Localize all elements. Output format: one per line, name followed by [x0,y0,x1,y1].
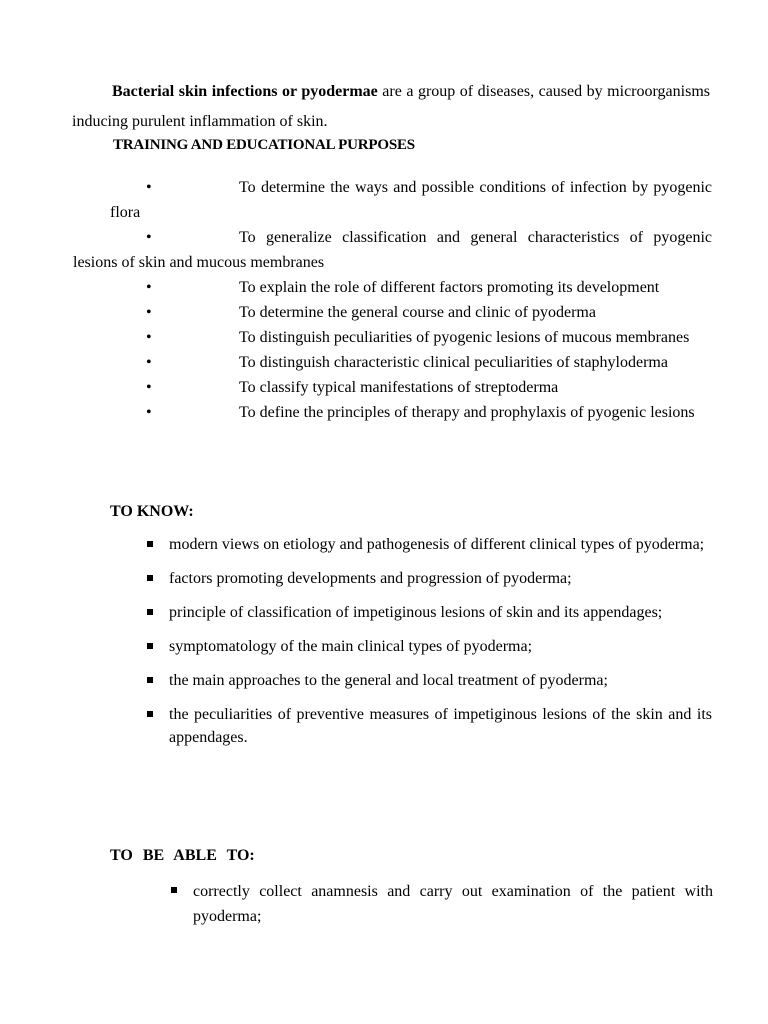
list-item-text: symptomatology of the main clinical types of pyoderma; [169,638,533,655]
list-item-text: the main approaches to the general and local treatment of pyoderma; [169,672,608,689]
list-item [169,533,712,556]
square-bullet-icon [147,711,153,717]
purpose-text: To determine the general course and clinic of pyoderma [239,304,596,321]
square-bullet-icon [171,887,177,893]
purposes-list [73,175,712,425]
list-item [169,601,712,624]
list-item-text: modern views on etiology and pathogenesis of different clinical types of pyoderma; [169,536,705,553]
list-item-text: the peculiarities of preventive measures of impetiginous lesions of the skin and its appendages. [169,706,712,746]
purpose-text: To classify typical manifestations of streptoderma [239,379,559,396]
intro-paragraph [72,77,710,137]
purpose-text: To generalize classification and general characteristics of pyogenic lesions of skin and mucous membranes [73,229,712,271]
to-be-able-to-list [193,879,713,929]
purposes-heading: TRAINING AND EDUCATIONAL PURPOSES [113,137,415,153]
purpose-item [110,175,712,225]
purpose-item [110,300,712,325]
square-bullet-icon [147,643,153,649]
bullet-dot: • [146,279,152,296]
purpose-item [110,275,712,300]
square-bullet-icon [147,677,153,683]
purpose-text: To distinguish peculiarities of pyogenic lesions of mucous membranes [239,329,690,346]
list-item [169,567,712,590]
intro-bold-term: Bacterial skin infections or pyodermae [112,83,378,100]
purpose-item [73,225,712,275]
bullet-dot: • [146,404,152,421]
to-know-heading: TO KNOW: [110,503,194,520]
bullet-dot: • [146,304,152,321]
bullet-dot: • [146,354,152,371]
square-bullet-icon [147,609,153,615]
purpose-text: To determine the ways and possible conditions of infection by pyogenic flora [110,179,712,221]
list-item-text: factors promoting developments and progression of pyoderma; [169,570,572,587]
square-bullet-icon [147,575,153,581]
list-item [193,879,713,929]
intro-text: are a group of diseases, caused by microorganisms inducing purulent inflammation of skin. [72,83,710,130]
list-item-text: correctly collect anamnesis and carry out examination of the patient with pyoderma; [193,883,713,925]
list-item-text: principle of classification of impetiginous lesions of skin and its appendages; [169,604,663,621]
to-know-list [169,533,712,760]
list-item [169,635,712,658]
list-item [169,703,712,749]
purpose-item [110,400,712,425]
bullet-dot: • [146,229,152,246]
purpose-text: To distinguish characteristic clinical peculiarities of staphyloderma [239,354,668,371]
bullet-dot: • [146,329,152,346]
purpose-text: To explain the role of different factors promoting its development [239,279,660,296]
list-item [169,669,712,692]
purpose-text: To define the principles of therapy and prophylaxis of pyogenic lesions [239,404,695,421]
purpose-item [110,375,712,400]
square-bullet-icon [147,541,153,547]
to-be-able-to-heading: TO BE ABLE TO: [110,847,255,864]
purpose-item [110,325,712,350]
bullet-dot: • [146,379,152,396]
bullet-dot: • [146,179,152,196]
purpose-item [110,350,712,375]
